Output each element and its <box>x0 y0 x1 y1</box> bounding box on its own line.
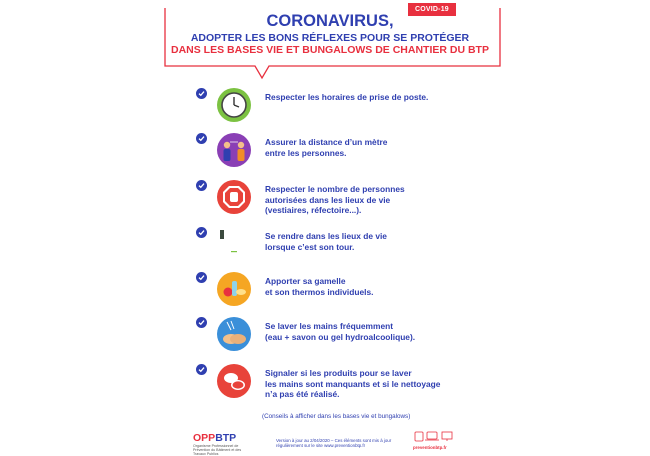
turn-icon <box>217 227 251 261</box>
item-text: Signaler si les produits pour se laver les mains sont manquants et si le nettoyage n’a pas été réalisé. <box>265 368 441 400</box>
handwash-icon <box>217 317 251 351</box>
item-text: Assurer la distance d’un mètre entre les personnes. <box>265 137 388 158</box>
list-item <box>196 317 466 357</box>
food-icon <box>217 272 251 306</box>
footer-note: (Conseils à afficher dans les bases vie et bungalows) <box>262 413 411 420</box>
title-bubble-outline <box>0 0 650 90</box>
item-text: Respecter les horaires de prise de poste. <box>265 92 429 102</box>
stop-hand-icon <box>217 180 251 214</box>
update-text: Version à jour au 2/04/2020 – Ces éléments sont mis à jour régulièrement sur le site www.preventionbtp.fr <box>276 438 392 449</box>
list-item <box>196 133 466 173</box>
distance-icon <box>217 133 251 167</box>
item-text: Apporter sa gamelle et son thermos individuels. <box>265 276 374 297</box>
speech-icon <box>217 364 251 398</box>
page-title: CORONAVIRUS, <box>266 12 394 30</box>
logo-btp: BTP <box>215 432 237 444</box>
clock-icon <box>217 88 251 122</box>
list-item <box>196 272 466 312</box>
list-item <box>196 364 466 404</box>
check-icon <box>196 133 207 144</box>
subtitle-line-1: ADOPTER LES BONS RÉFLEXES POUR SE PROTÉGER <box>190 32 470 44</box>
covid-badge: COVID-19 <box>408 3 456 16</box>
check-icon <box>196 317 207 328</box>
item-text: Se rendre dans les lieux de vie lorsque c’est son tour. <box>265 231 387 252</box>
website-link[interactable]: preventionbtp.fr <box>413 445 447 450</box>
opp-btp-logo <box>193 432 236 444</box>
item-text: Respecter le nombre de personnes autorisées dans les lieux de vie (vestiaires, réfectoire...). <box>265 184 405 216</box>
check-icon <box>196 272 207 283</box>
organization-name: Organisme Professionnel de Prévention du Bâtiment et des Travaux Publics <box>193 444 242 456</box>
check-icon <box>196 88 207 99</box>
subtitle-line-2: DANS LES BASES VIE ET BUNGALOWS DE CHANTIER DU BTP <box>171 44 489 56</box>
check-icon <box>196 227 207 238</box>
check-icon <box>196 180 207 191</box>
devices-icon <box>414 431 454 443</box>
list-item <box>196 227 466 267</box>
list-item <box>196 180 466 220</box>
logo-opp: OPP <box>193 432 216 444</box>
check-icon <box>196 364 207 375</box>
list-item <box>196 88 466 128</box>
item-text: Se laver les mains fréquemment (eau + savon ou gel hydroalcoolique). <box>265 321 416 342</box>
